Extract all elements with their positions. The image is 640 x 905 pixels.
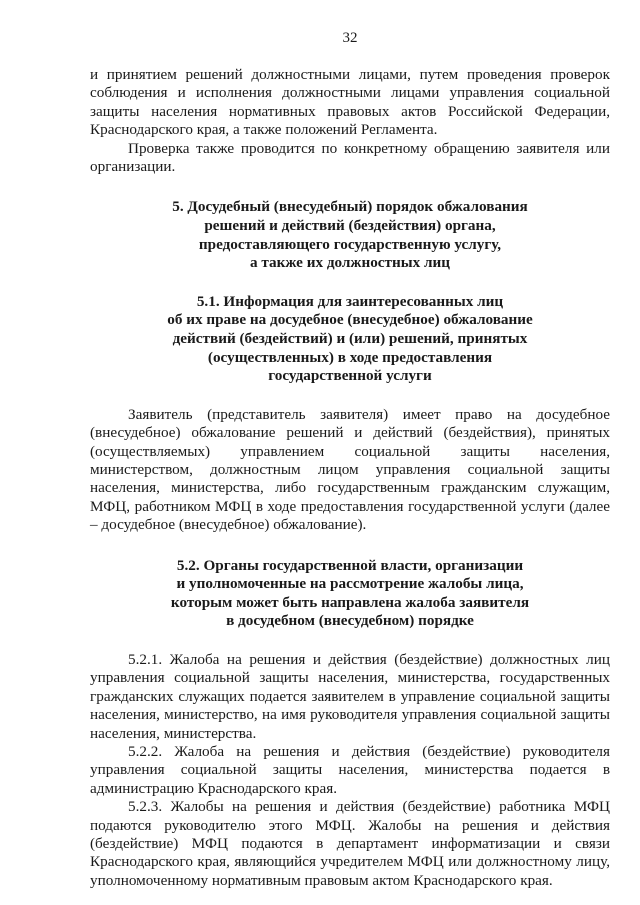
document-page bbox=[90, 28, 610, 890]
section-5-2-heading-line: в досудебном (внесудебном) порядке bbox=[226, 612, 474, 630]
page-number: 32 bbox=[342, 30, 358, 46]
section-5-1-heading-line: 5.1. Информация для заинтересованных лиц bbox=[196, 292, 504, 310]
section-5-heading-line: предоставляющего государственную услугу, bbox=[198, 235, 502, 253]
clause-5-2-1: 5.2.1. Жалоба на решения и действия (бездействие) должностных лиц управления социальной защиты населения, министерства, государственных гражданских служащих подается заявителем в управление социальной защиты населения, министерство, на имя руководителя управления социальной защиты населения, министерства. bbox=[90, 651, 610, 742]
section-5-heading bbox=[90, 198, 610, 272]
intro-paragraph-1: и принятием решений должностными лицами, путем проведения проверок соблюдения и исполнения должностными лицами управления социальной защиты населения нормативных правовых актов Российской Федерации, Краснодарского края, а также положений Регламента. bbox=[90, 66, 610, 139]
section-5-1-paragraph: Заявитель (представитель заявителя) имеет право на досудебное (внесудебное) обжалование решений и действий (бездействия), принятых (осуществляемых) управлением социальной защиты населения, министерством, должностным лицом управления социальной защиты населения, министерства, либо государственным гражданским служащим, МФЦ, работником МФЦ в ходе предоставления государственной услуги (далее – досудебное (внесудебное) обжалование). bbox=[90, 405, 610, 534]
section-5-1-heading-line: (осуществленных) в ходе предоставления bbox=[207, 348, 493, 366]
section-5-heading-line: решений и действий (бездействия) органа, bbox=[204, 217, 496, 235]
section-5-2-heading-line: которым может быть направлена жалоба заявителя bbox=[170, 593, 530, 611]
section-5-2-heading-line: 5.2. Органы государственной власти, организации bbox=[176, 556, 524, 574]
section-5-2-heading-line: и уполномоченные на рассмотрение жалобы лица, bbox=[176, 575, 524, 593]
section-5-1-heading bbox=[90, 293, 610, 386]
intro-paragraph-2: Проверка также проводится по конкретному обращению заявителя или организации. bbox=[90, 139, 610, 176]
section-5-heading-line: а также их должностных лиц bbox=[249, 254, 451, 272]
section-5-heading-line: 5. Досудебный (внесудебный) порядок обжалования bbox=[172, 198, 528, 216]
section-5-1-heading-line: действий (бездействий) и (или) решений, принятых bbox=[172, 330, 528, 347]
clause-5-2-2: 5.2.2. Жалоба на решения и действия (бездействие) руководителя управления социальной защиты населения, министерства подается в администрацию Краснодарского края. bbox=[90, 743, 610, 797]
section-5-1-heading-line: об их праве на досудебное (внесудебное) обжалование bbox=[167, 311, 533, 329]
section-5-2-heading bbox=[90, 557, 610, 631]
clause-5-2-3: 5.2.3. Жалобы на решения и действия (бездействие) работника МФЦ подаются руководителю этого МФЦ. Жалобы на решения и действия (бездействие) МФЦ подаются в департамент информатизации и связи Краснодарского края, являющийся учредителем МФЦ или должностному лицу, уполномоченному нормативным правовым актом Краснодарского края. bbox=[90, 798, 610, 889]
section-5-1-heading-line: государственной услуги bbox=[268, 367, 432, 385]
